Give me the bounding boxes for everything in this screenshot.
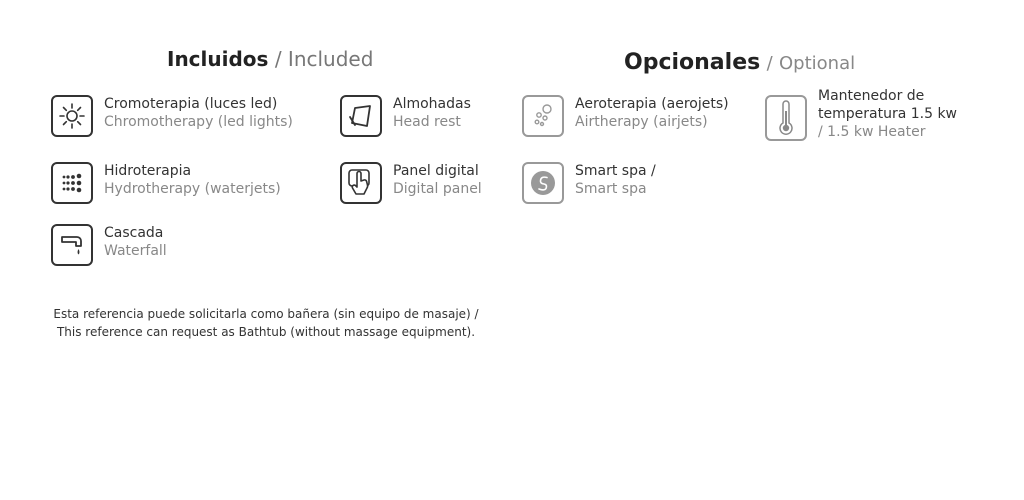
optional-title-strong: Opcionales xyxy=(624,50,761,75)
chromotherapy-label-es: Cromoterapia (luces led) xyxy=(104,96,278,112)
included-title-light: Included xyxy=(287,47,374,71)
heater-label-en: / 1.5 kw Heater xyxy=(818,124,926,140)
smart-spa-label-es: Smart spa / xyxy=(575,163,656,179)
optional-title xyxy=(624,50,855,75)
pillow-icon xyxy=(340,95,382,137)
feature-waterfall xyxy=(51,224,167,266)
hydrotherapy-label-es: Hidroterapia xyxy=(104,163,192,179)
digital-panel-label-es: Panel digital xyxy=(393,163,479,179)
heater-label-line2: temperatura 1.5 kw xyxy=(818,106,957,122)
touch-panel-icon xyxy=(340,162,382,204)
heater-label-line1: Mantenedor de xyxy=(818,88,925,104)
included-title-strong: Incluidos xyxy=(167,47,269,71)
included-title xyxy=(167,47,373,71)
head-rest-label-es: Almohadas xyxy=(393,96,471,112)
optional-title-light: Optional xyxy=(779,53,856,74)
included-title-sep: / xyxy=(274,47,282,71)
waterjets-icon xyxy=(51,162,93,204)
waterfall-label-es: Cascada xyxy=(104,225,164,241)
feature-airtherapy xyxy=(522,95,729,137)
hydrotherapy-label-en: Hydrotherapy (waterjets) xyxy=(104,181,281,197)
sun-icon xyxy=(51,95,93,137)
feature-heater xyxy=(765,88,957,141)
feature-hydrotherapy xyxy=(51,162,281,204)
feature-head-rest xyxy=(340,95,471,137)
head-rest-label-en: Head rest xyxy=(393,114,461,130)
bubbles-icon xyxy=(522,95,564,137)
feature-digital-panel xyxy=(340,162,482,204)
digital-panel-label-en: Digital panel xyxy=(393,181,482,197)
optional-title-sep: / xyxy=(766,53,773,74)
smart-spa-label-en: Smart spa xyxy=(575,181,647,197)
chromotherapy-label-en: Chromotherapy (led lights) xyxy=(104,114,293,130)
bathtub-note: Esta referencia puede solicitarla como bañera (sin equipo de masaje) / This reference can request as Bathtub (without massage equipment). xyxy=(53,307,479,339)
smart-spa-icon xyxy=(522,162,564,204)
airtherapy-label-es: Aeroterapia (aerojets) xyxy=(575,96,729,112)
airtherapy-label-en: Airtherapy (airjets) xyxy=(575,114,708,130)
thermometer-icon xyxy=(765,95,807,141)
feature-chromotherapy xyxy=(51,95,293,137)
faucet-icon xyxy=(51,224,93,266)
waterfall-label-en: Waterfall xyxy=(104,243,167,259)
feature-smart-spa xyxy=(522,162,656,204)
